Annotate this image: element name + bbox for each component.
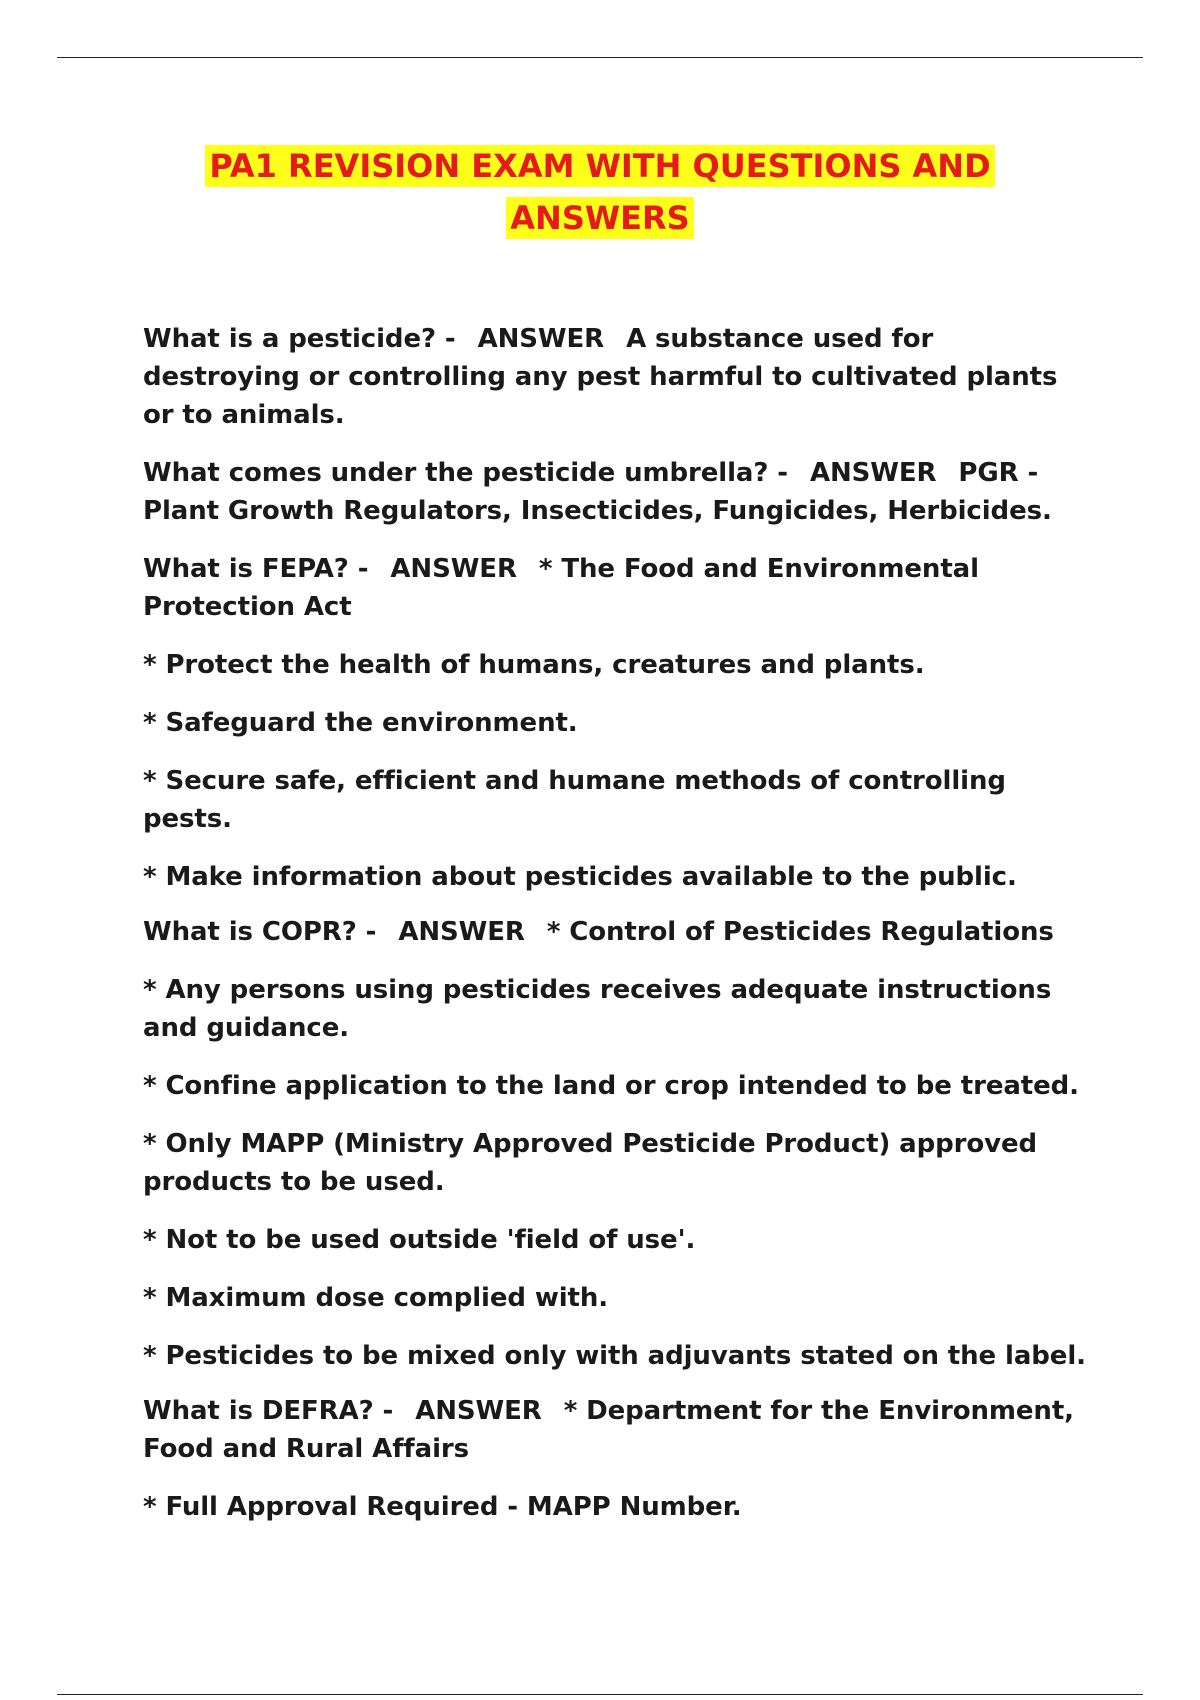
answer-text: * Department for the Environment, Food and Rural Affairs <box>143 1396 1074 1464</box>
answer-label: ANSWER <box>415 1396 542 1426</box>
answer-label: ANSWER <box>398 917 525 947</box>
answer-label: ANSWER <box>809 458 937 488</box>
copr-point: * Pesticides to be mixed only with adjuvants stated on the label. <box>143 1341 1086 1371</box>
top-divider <box>57 57 1143 58</box>
fepa-point: * Safeguard the environment. <box>143 708 578 738</box>
qa-item-pesticide <box>143 320 1093 434</box>
qa-content <box>143 320 1093 1546</box>
question-text: What is a pesticide? - <box>143 324 456 354</box>
question-text: What is FEPA? - <box>143 554 369 584</box>
qa-item-fepa <box>143 550 1093 626</box>
question-text: What is COPR? - <box>143 917 377 947</box>
fepa-point: * Secure safe, efficient and humane methods of controlling pests. <box>143 766 1006 834</box>
answer-text: * Control of Pesticides Regulations <box>546 917 1054 947</box>
copr-point: * Maximum dose complied with. <box>143 1283 609 1313</box>
qa-item-defra <box>143 1392 1093 1468</box>
page-title <box>0 140 1200 244</box>
answer-text: * The Food and Environmental Protection Act <box>143 554 979 622</box>
qa-item-umbrella <box>143 454 1093 530</box>
answer-label: ANSWER <box>390 554 517 584</box>
answer-text: A substance used for destroying or controlling any pest harmful to cultivated plants or to animals. <box>143 324 1058 430</box>
bottom-divider <box>57 1694 1143 1695</box>
title-line-2: ANSWERS <box>506 197 693 239</box>
fepa-point: * Protect the health of humans, creatures and plants. <box>143 650 925 680</box>
title-line-1: PA1 REVISION EXAM WITH QUESTIONS AND <box>205 145 994 187</box>
defra-point: * Full Approval Required - MAPP Number. <box>143 1492 742 1522</box>
copr-point: * Confine application to the land or crop intended to be treated. <box>143 1071 1079 1101</box>
answer-text: PGR - Plant Growth Regulators, Insecticides, Fungicides, Herbicides. <box>143 458 1052 526</box>
qa-item-copr <box>143 913 1093 951</box>
copr-point: * Not to be used outside 'field of use'. <box>143 1225 696 1255</box>
fepa-point: * Make information about pesticides available to the public. <box>143 862 1017 892</box>
answer-label: ANSWER <box>477 324 605 354</box>
question-text: What is DEFRA? - <box>143 1396 394 1426</box>
question-text: What comes under the pesticide umbrella? - <box>143 458 788 488</box>
copr-point: * Only MAPP (Ministry Approved Pesticide Product) approved products to be used. <box>143 1129 1038 1197</box>
copr-point: * Any persons using pesticides receives adequate instructions and guidance. <box>143 975 1052 1043</box>
